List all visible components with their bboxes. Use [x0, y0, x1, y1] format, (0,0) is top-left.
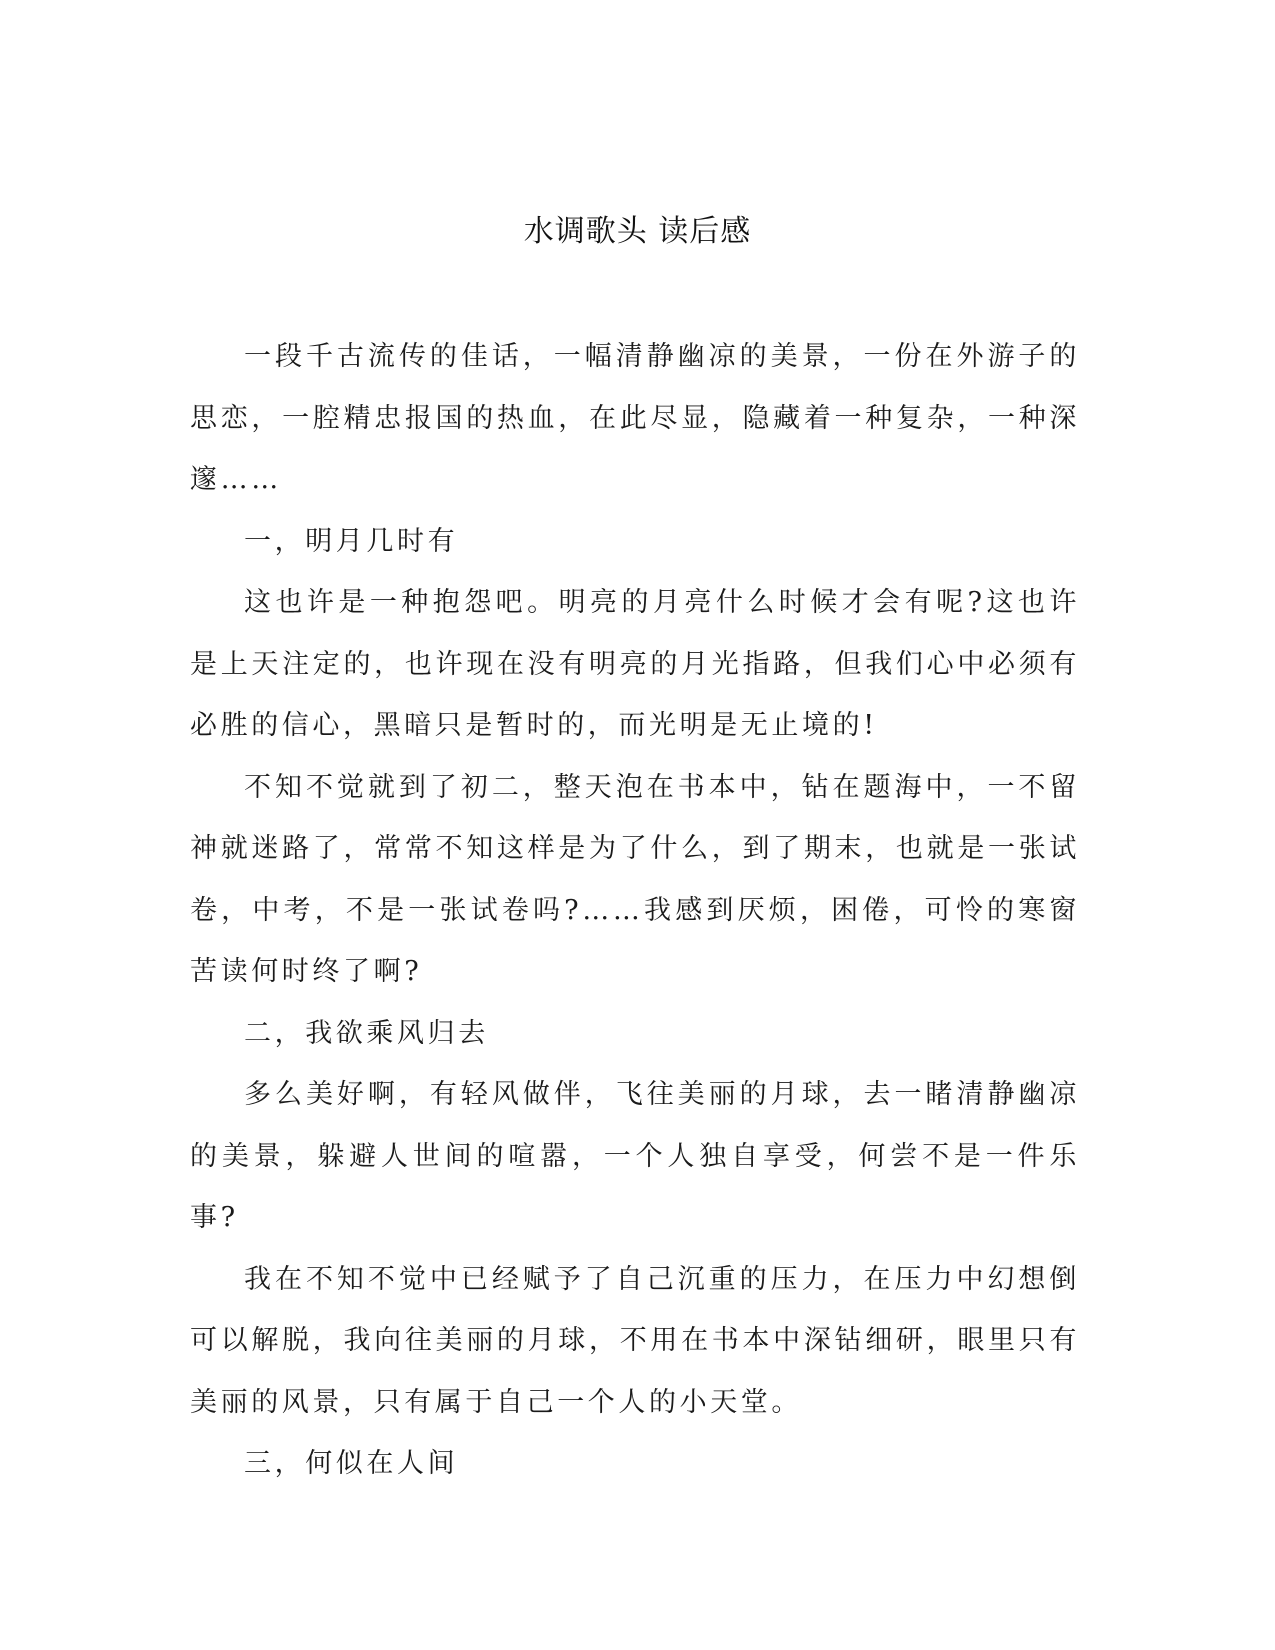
section-heading-3: 三，何似在人间 [244, 1448, 459, 1479]
paragraph: 我在不知不觉中已经赋予了自己沉重的压力，在压力中幻想倒可以解脱，我向往美丽的月球，不用在书本中深钻细研，眼里只有美丽的风景，只有属于自己一个人的小天堂。 [190, 1263, 1080, 1418]
paragraph-intro: 一段千古流传的佳话，一幅清静幽凉的美景，一份在外游子的思恋，一腔精忠报国的热血，在此尽显，隐藏着一种复杂，一种深邃…… [190, 341, 1080, 495]
paragraph: 这也许是一种抱怨吧。明亮的月亮什么时候才会有呢?这也许是上天注定的，也许现在没有明亮的月光指路，但我们心中必须有必胜的信心，黑暗只是暂时的，而光明是无止境的! [190, 587, 1080, 741]
paragraph: 不知不觉就到了初二，整天泡在书本中，钻在题海中，一不留神就迷路了，常常不知这样是为了什么，到了期末，也就是一张试卷，中考，不是一张试卷吗?……我感到厌烦，困倦，可怜的寒窗苦读何时终了啊? [190, 771, 1080, 987]
document-body [190, 326, 1080, 1495]
paragraph: 多么美好啊，有轻风做伴，飞往美丽的月球，去一睹清静幽凉的美景，躲避人世间的喧嚣，一个人独自享受，何尝不是一件乐事? [190, 1079, 1080, 1233]
section-heading-1: 一，明月几时有 [244, 525, 459, 557]
document-title: 水调歌头 读后感 [523, 214, 752, 249]
section-heading-2: 二，我欲乘风归去 [244, 1017, 489, 1049]
